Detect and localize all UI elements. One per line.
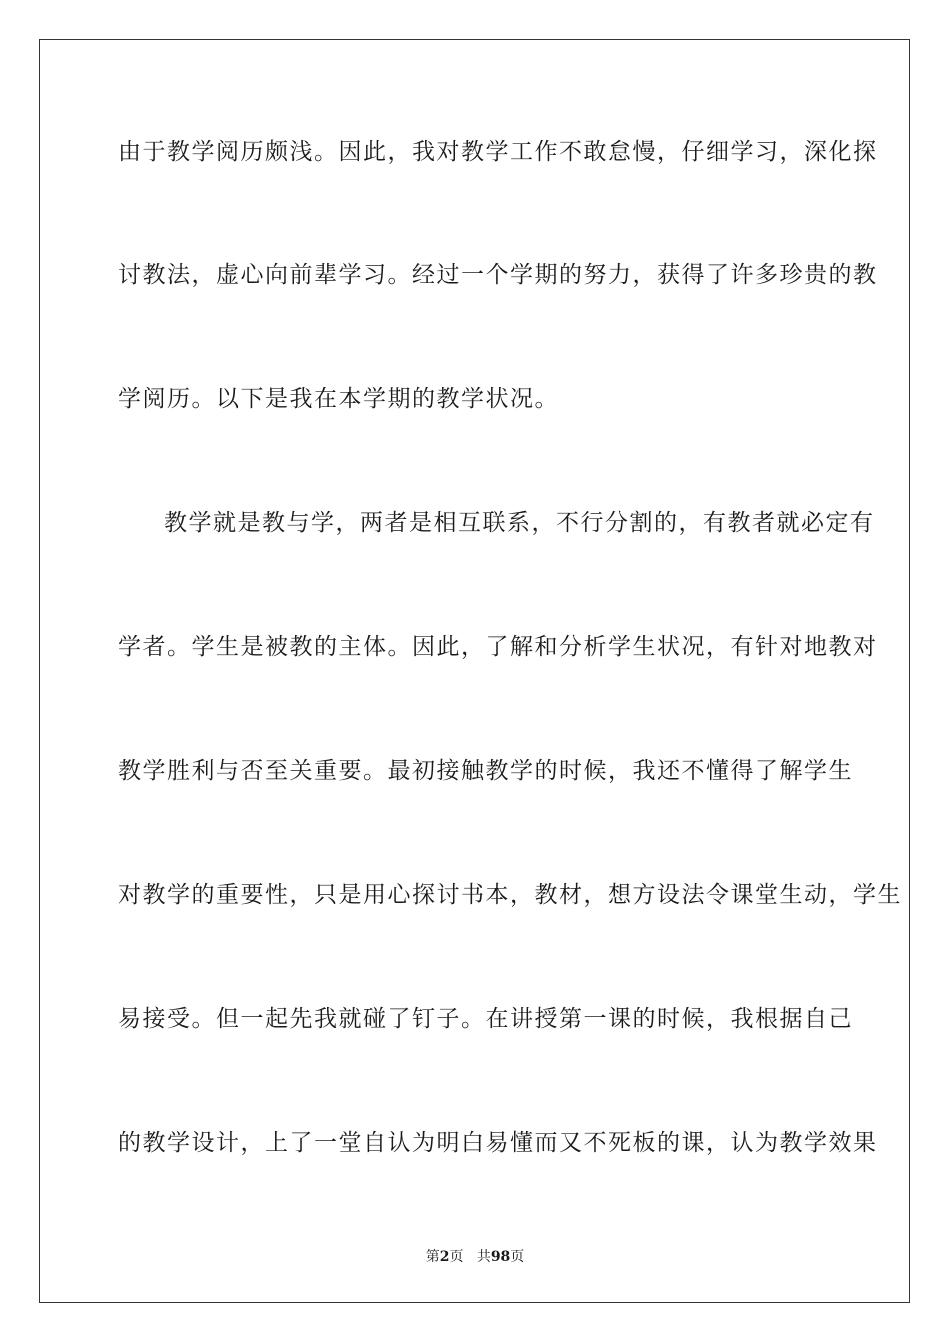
page-prefix: 第: [425, 1249, 440, 1265]
page-suffix: 页: [449, 1249, 464, 1265]
text-line: 教学胜利与否至关重要。最初接触教学的时候，我还不懂得了解学生: [118, 758, 853, 784]
page-number: 2: [439, 1249, 450, 1265]
total-pages: 98: [490, 1249, 511, 1265]
text-line: 讨教法，虚心向前辈学习。经过一个学期的努力，获得了许多珍贵的教: [118, 262, 878, 288]
page-border: [39, 39, 910, 1303]
page-footer: [0, 1248, 950, 1266]
text-line: 由于教学阅历颇浅。因此，我对教学工作不敢怠慢，仔细学习，深化探: [118, 139, 878, 165]
text-line: 学者。学生是被教的主体。因此，了解和分析学生状况，有针对地教对: [118, 634, 878, 660]
text-line: 易接受。但一起先我就碰了钉子。在讲授第一课的时候，我根据自己: [118, 1006, 853, 1032]
total-prefix: 共: [476, 1249, 491, 1265]
text-line: 学阅历。以下是我在本学期的教学状况。: [118, 386, 559, 412]
text-line: 的教学设计，上了一堂自认为明白易懂而又不死板的课，认为教学效果: [118, 1130, 878, 1156]
text-line: 对教学的重要性，只是用心探讨书本，教材，想方设法令课堂生动，学生: [118, 882, 902, 908]
total-suffix: 页: [510, 1249, 525, 1265]
paragraph-first-line: 教学就是教与学，两者是相互联系，不行分割的，有教者就必定有: [164, 510, 875, 536]
